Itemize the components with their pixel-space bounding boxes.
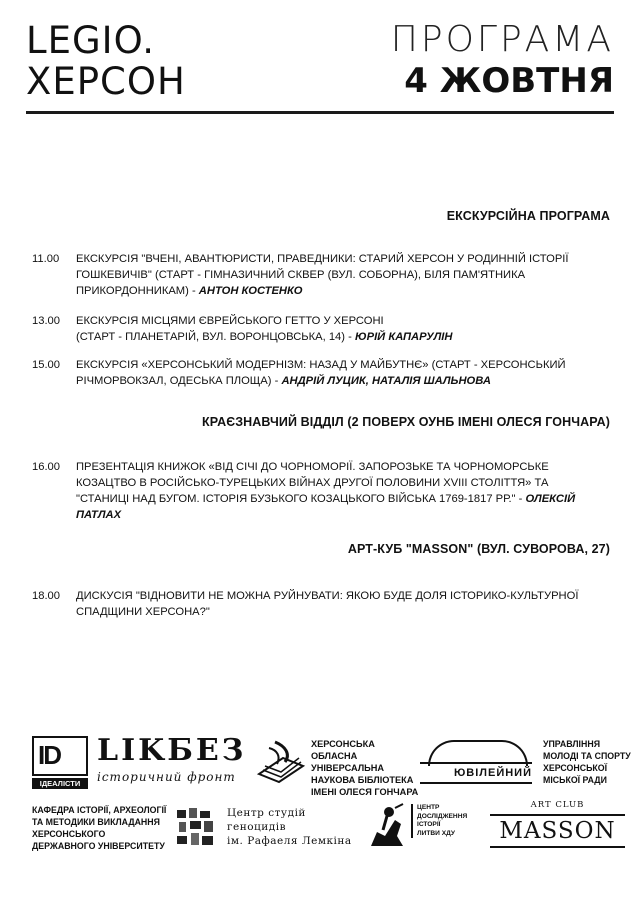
brand-line-1: LEGIO. (26, 19, 155, 62)
department-name: КАФЕДРА ІСТОРІЇ, АРХЕОЛОГІЇ ТА МЕТОДИКИ ВИКЛАДАННЯ ХЕРСОНСЬКОГО ДЕРЖАВНОГО УНІВЕРСИТЕТУ (32, 805, 167, 851)
event-speaker: ЮРІЙ КАПАРУЛІН (354, 331, 453, 343)
event-item (32, 588, 602, 620)
likbez-subtitle: історичний фронт (97, 770, 236, 784)
likbez-logo (97, 733, 247, 790)
library-name: ХЕРСОНСЬКА ОБЛАСНА УНІВЕРСАЛЬНА НАУКОВА БІБЛІОТЕКА ІМЕНІ ОЛЕСЯ ГОНЧАРА (311, 739, 419, 797)
idealisty-glyph: ID (38, 740, 60, 770)
library-logo (255, 736, 419, 797)
jubilee-label: ЮВІЛЕЙНИЙ (420, 762, 532, 784)
event-details: (СТАРТ - ГІМНАЗИЧНИЙ СКВЕР (ВУЛ. СОБОРНА), БІЛЯ ПАМ'ЯТНИКА ПРИКОРДОННИКАМ) - (76, 269, 526, 297)
lithuania-center-name: ЦЕНТР ДОСЛІДЖЕННЯ ІСТОРІЇ ЛИТВИ ХДУ (411, 804, 459, 838)
brand-logo (26, 19, 186, 103)
library-book-icon (255, 736, 307, 788)
event-title: ЕКСКУРСІЯ МІСЦЯМИ ЄВРЕЙСЬКОГО ГЕТТО У ХЕРСОНІ (76, 315, 384, 327)
genocide-center-line-3: ім. Рафаеля Лемкіна (227, 835, 352, 847)
event-title: ЕКСКУРСІЯ "ВЧЕНІ, АВАНТЮРИСТИ, ПРАВЕДНИКИ: СТАРИЙ ХЕРСОН У РОДИННІЙ ІСТОРІЇ ГОШКЕВИЧІВ" (76, 253, 569, 281)
event-details: (СТАРТ - ХЕРСОНСЬКИЙ РІЧМОРВОКЗАЛ, ОДЕСЬКА ПЛОЩА) - (76, 359, 566, 387)
masson-logo (490, 800, 625, 856)
youth-dept-name: УПРАВЛІННЯ МОЛОДІ ТА СПОРТУ ХЕРСОНСЬКОЇ МІСЬКОЇ РАДИ (543, 739, 631, 785)
section-local-history: КРАЄЗНАВЧИЙ ВІДДІЛ (2 ПОВЕРХ ОУНБ ІМЕНІ ОЛЕСЯ ГОНЧАРА) (202, 415, 610, 429)
lithuania-center-logo (365, 802, 468, 856)
mosaic-icon (175, 806, 221, 852)
event-time: 11.00 (32, 253, 60, 265)
event-details: (СТАРТ - ПЛАНЕТАРІЙ, ВУЛ. ВОРОНЦОВСЬКА, 14) - (76, 331, 355, 343)
event-item (32, 357, 602, 389)
genocide-center-line-2: геноцидів (227, 821, 287, 833)
program-heading (390, 19, 614, 101)
jubilee-logo (420, 740, 532, 788)
idealisty-logo (32, 736, 86, 788)
idealisty-frame (32, 736, 88, 776)
event-time: 18.00 (32, 590, 60, 602)
event-item (32, 251, 602, 299)
event-speaker: АНДРІЙ ЛУЦИК, НАТАЛІЯ ШАЛЬНОВА (281, 375, 491, 387)
event-body (76, 357, 602, 389)
event-time: 15.00 (32, 359, 60, 371)
event-title: ЕКСКУРСІЯ «ХЕРСОНСЬКИЙ МОДЕРНІЗМ: НАЗАД У МАЙБУТНЄ» (76, 359, 429, 371)
event-body (76, 459, 602, 523)
section-art-cube: АРТ-КУБ "MASSON" (ВУЛ. СУВОРОВА, 27) (347, 542, 610, 556)
event-body (76, 313, 602, 345)
event-item (32, 459, 602, 523)
event-speaker: АНТОН КОСТЕНКО (198, 285, 303, 297)
knight-icon (365, 802, 407, 852)
genocide-center-name (227, 806, 352, 848)
event-title: ПРЕЗЕНТАЦІЯ КНИЖОК «ВІД СІЧІ ДО ЧОРНОМОРІЇ. ЗАПОРОЗЬКЕ ТА ЧОРНОМОРСЬКЕ КОЗАЦТВО В РОСІЙСЬКО-ТУРЕЦЬКИХ ВІЙНАХ ДРУГОЇ ПОЛОВИНИ XVIII СТОЛІТТЯ» ТА "СТАНИЦІ НАД БУГОМ. ІСТОРІЯ БУЗЬКОГО КОЗАЦЬКОГО ВІЙСЬКА 1769-1817 РР." - (76, 461, 549, 505)
masson-title: MASSON (490, 814, 625, 848)
event-item (32, 313, 602, 345)
genocide-center-line-1: Центр студій (227, 807, 306, 819)
idealisty-caption: ІДЕАЛІСТИ (32, 778, 88, 789)
program-date: 4 ЖОВТНЯ (404, 61, 614, 101)
event-time: 16.00 (32, 461, 60, 473)
event-body (76, 588, 602, 620)
event-time: 13.00 (32, 315, 60, 327)
event-title: ДИСКУСІЯ "ВІДНОВИТИ НЕ МОЖНА РУЙНУВАТИ: ЯКОЮ БУДЕ ДОЛЯ ІСТОРИКО-КУЛЬТУРНОЇ СПАДЩИНИ ХЕРСОНА?" (76, 590, 579, 618)
program-word: ПРОГРАМА (390, 19, 614, 60)
header-divider (26, 111, 614, 114)
event-speaker: ОЛЕКСІЙ ПАТЛАХ (76, 493, 576, 521)
event-body (76, 251, 602, 299)
brand-line-2: ХЕРСОН (26, 60, 186, 103)
section-excursions: ЕКСКУРСІЙНА ПРОГРАМА (446, 209, 610, 223)
genocide-center-logo (175, 802, 350, 856)
masson-artclub: ART CLUB (530, 800, 585, 810)
likbez-title: LIKБЕЗ (97, 733, 247, 768)
